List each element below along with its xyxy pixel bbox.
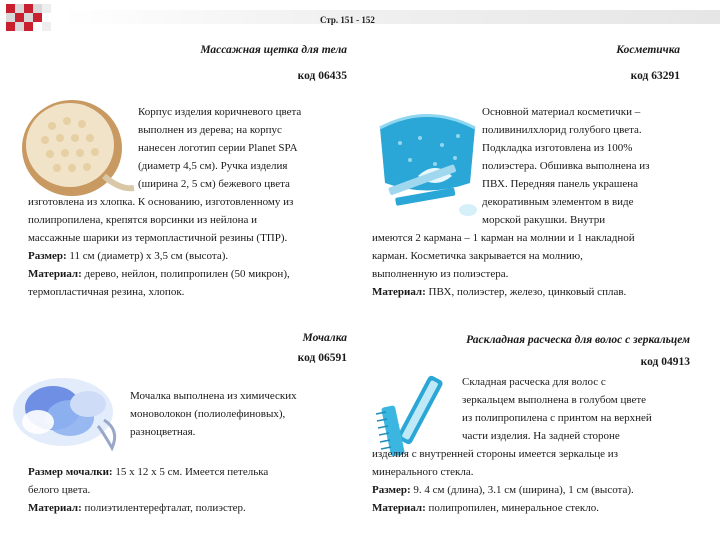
- sponge-size-2: белого цвета.: [28, 484, 91, 496]
- brush-desc-3: нанесен логотип серии Planet SPA: [138, 142, 298, 154]
- header-band: [60, 10, 720, 24]
- comb-desc-1: Складная расческа для волос с: [462, 376, 606, 388]
- brush-desc-1: Корпус изделия коричневого цвета: [138, 106, 302, 118]
- brush-desc-5: (ширина 2, 5 см) бежевого цвета: [138, 178, 290, 190]
- bag-desc-10: выполненную из полиэстера.: [372, 268, 509, 280]
- brush-title: Массажная щетка для тела: [200, 44, 347, 56]
- comb-desc-6: минерального стекла.: [372, 466, 474, 478]
- bag-desc-4: полиэстера. Обшивка выполнена из: [482, 160, 650, 172]
- brush-material: Материал: дерево, нейлон, полипропилен (50 микрон),: [28, 268, 290, 280]
- comb-material: Материал: полипропилен, минеральное стекло.: [372, 502, 599, 514]
- bath-sponge-image: [8, 360, 126, 456]
- comb-desc-3: из полипропилена с принтом на верхней: [462, 412, 652, 424]
- brush-desc-8: массажные шарики из термопластичной резины (ТПР).: [28, 232, 288, 244]
- brush-material-2: термопластичная резина, хлопок.: [28, 286, 185, 298]
- page-number: Стр. 151 - 152: [320, 15, 375, 25]
- bag-desc-5: ПВХ. Передняя панель украшена: [482, 178, 639, 190]
- comb-desc-2: зеркальцем выполнена в голубом цвете: [462, 394, 647, 406]
- sponge-desc-2: моноволокон (полиолефиновых),: [130, 408, 286, 420]
- bag-desc-3: Подкладка изготовлена из 100%: [482, 142, 633, 154]
- sponge-desc-3: разноцветная.: [130, 426, 196, 438]
- brush-desc-6: изготовлена из хлопка. К основанию, изготовленному из: [28, 196, 294, 208]
- bag-desc-9: карман. Косметичка закрывается на молнию,: [372, 250, 583, 262]
- comb-desc-4: части изделия. На задней стороне: [462, 430, 620, 442]
- bag-desc-7: морской ракушки. Внутри: [482, 214, 606, 226]
- sponge-title: Мочалка: [302, 332, 347, 344]
- bag-desc-1: Основной материал косметички –: [482, 106, 641, 118]
- cosmetic-bag-image: [370, 98, 485, 228]
- sponge-desc-1: Мочалка выполнена из химических: [130, 390, 297, 402]
- sponge-size: Размер мочалки: 15 х 12 х 5 см. Имеется петелька: [28, 466, 269, 478]
- sponge-material: Материал: полиэтилентерефталат, полиэстер.: [28, 502, 246, 514]
- corner-checker-decoration: [0, 0, 60, 40]
- comb-code: код 04913: [640, 356, 690, 368]
- bag-desc-2: поливинилхлорид голубого цвета.: [482, 124, 642, 136]
- comb-desc-5: изделия с внутренней стороны имеется зеркальце из: [372, 448, 618, 460]
- comb-size: Размер: 9. 4 см (длина), 3.1 см (ширина), 1 см (высота).: [372, 484, 634, 496]
- bag-desc-8: имеются 2 кармана – 1 карман на молнии и 1 накладной: [372, 232, 635, 244]
- brush-desc-2: выполнен из дерева; на корпус: [138, 124, 282, 136]
- brush-size: Размер: 11 см (диаметр) х 3,5 см (высота).: [28, 250, 229, 262]
- bag-desc-6: декоративным элементом в виде: [482, 196, 634, 208]
- bag-material: Материал: ПВХ, полиэстер, железо, цинковый сплав.: [372, 286, 627, 298]
- sponge-code: код 06591: [297, 352, 347, 364]
- brush-desc-7: полипропилена, крепятся ворсинки из нейлона и: [28, 214, 258, 226]
- brush-code: код 06435: [297, 70, 347, 82]
- bag-code: код 63291: [630, 70, 680, 82]
- brush-desc-4: (диаметр 4,5 см). Ручка изделия: [138, 160, 288, 172]
- bag-title: Косметичка: [616, 44, 680, 56]
- comb-title: Раскладная расческа для волос с зеркальцем: [466, 334, 690, 346]
- massage-brush-image: [12, 88, 137, 208]
